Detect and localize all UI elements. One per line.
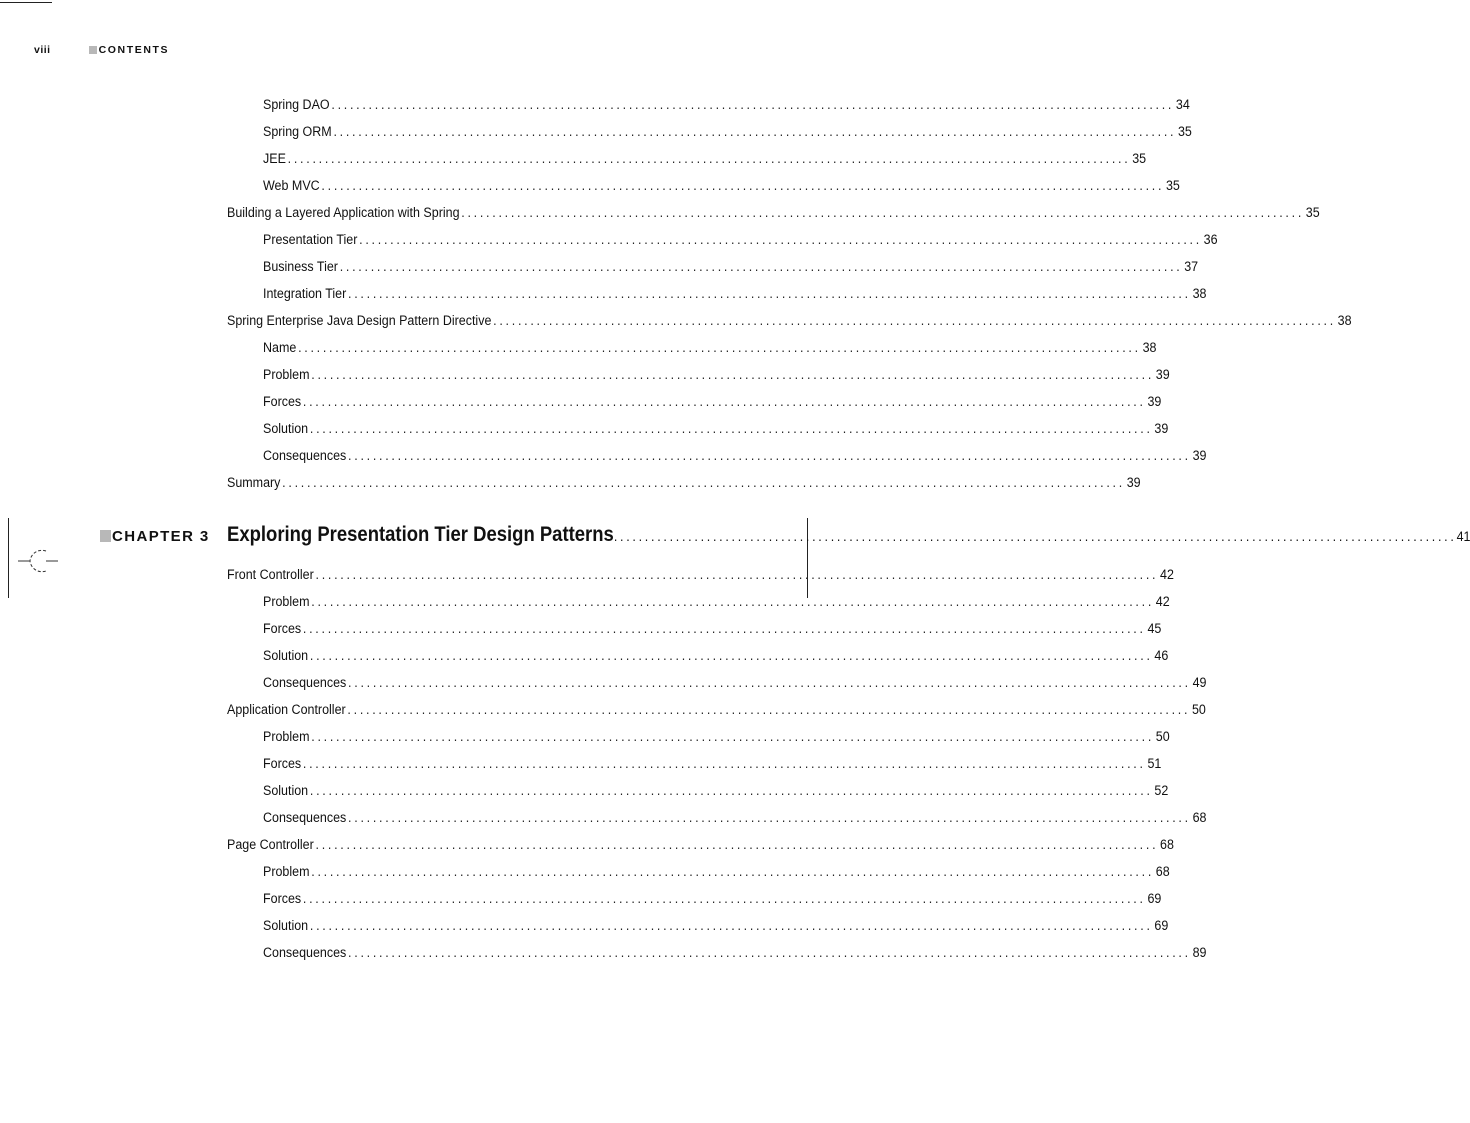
toc-entry-title: Front Controller: [227, 567, 314, 583]
toc-entry-page-number: 39: [1154, 421, 1169, 437]
dot-leader: ........................................................................................................................................: [493, 313, 1336, 329]
dot-leader: ........................................................................................................................................: [302, 891, 1146, 907]
toc-entry-title: Solution: [263, 783, 309, 799]
toc-entry-page-number: 45: [1147, 621, 1162, 637]
dot-leader: ........................................................................................................................................: [311, 594, 1155, 610]
registration-mark-icon: [8, 543, 60, 579]
dot-leader: ........................................................................................................................................: [282, 475, 1125, 491]
toc-entry-title: Problem: [263, 729, 310, 745]
dot-leader: ........................................................................................................................................: [311, 367, 1155, 383]
toc-entry-title: Forces: [263, 621, 302, 637]
toc-entry-page-number: 38: [1192, 286, 1207, 302]
toc-entry-page-number: 39: [1126, 475, 1141, 491]
toc-entry[interactable]: [263, 756, 1162, 772]
chapter-page-number: 41: [1456, 529, 1470, 545]
toc-entry-page-number: 69: [1147, 891, 1162, 907]
dot-leader: ........................................................................................................................................: [309, 783, 1153, 799]
chapter-title: Exploring Presentation Tier Design Patterns: [227, 523, 614, 546]
toc-entry-page-number: 35: [1305, 205, 1320, 221]
toc-entry-title: Problem: [263, 864, 310, 880]
toc-entry-title: JEE: [263, 151, 286, 167]
dot-leader: ........................................................................................................................................: [331, 97, 1175, 113]
dot-leader: ........................................................................................................................................: [339, 259, 1183, 275]
toc-entry-title: Forces: [263, 891, 302, 907]
header-section-title: CONTENTS: [98, 44, 170, 56]
chapter-marker-block: [100, 530, 111, 542]
dot-leader: ........................................................................................................................................: [315, 567, 1159, 583]
dot-leader: ........................................................................................................................................: [311, 864, 1155, 880]
dot-leader: ........................................................................................................................................: [298, 340, 1141, 356]
dot-leader: ........................................................................................................................................: [348, 448, 1191, 464]
toc-entry-page-number: 42: [1155, 594, 1170, 610]
toc-entry[interactable]: [227, 475, 1141, 491]
toc-entry[interactable]: [263, 783, 1169, 799]
toc-entry[interactable]: [263, 259, 1199, 275]
toc-entry-page-number: 46: [1154, 648, 1169, 664]
chapter-label-text: CHAPTER 3: [112, 528, 210, 545]
toc-entry[interactable]: [263, 891, 1162, 907]
toc-entry[interactable]: [263, 918, 1169, 934]
header-page-number: viii: [34, 44, 51, 56]
toc-entry-title: Consequences: [263, 945, 347, 961]
toc-entry[interactable]: [227, 702, 1206, 718]
toc-entry-page-number: 68: [1160, 837, 1174, 853]
toc-entry-title: Application Controller: [227, 702, 346, 718]
dot-leader: ........................................................................................................................................: [461, 205, 1305, 221]
toc-entry-title: Problem: [263, 594, 310, 610]
dot-leader: ........................................................................................................................................: [348, 286, 1191, 302]
toc-entry-title: Consequences: [263, 448, 347, 464]
dot-leader: ........................................................................................................................................: [309, 918, 1153, 934]
dot-leader: ........................................................................................................................................: [348, 945, 1191, 961]
toc-entry[interactable]: [263, 286, 1207, 302]
toc-entry-page-number: 38: [1337, 313, 1352, 329]
toc-entry-title: Spring DAO: [263, 97, 330, 113]
toc-entry-page-number: 34: [1175, 97, 1190, 113]
toc-entry[interactable]: [263, 394, 1162, 410]
toc-entry-title: Summary: [227, 475, 281, 491]
toc-entry-title: Building a Layered Application with Spring: [227, 205, 460, 221]
toc-entry-page-number: 35: [1132, 151, 1147, 167]
toc-entry-title: Spring Enterprise Java Design Pattern Directive: [227, 313, 492, 329]
dot-leader: ........................................................................................................................................: [347, 702, 1191, 718]
toc-entry[interactable]: [227, 313, 1352, 329]
dot-leader: ........................................................................................................................................: [315, 837, 1159, 853]
toc-entry[interactable]: [263, 421, 1169, 437]
toc-entry-page-number: 89: [1192, 945, 1207, 961]
toc-entry-page-number: 38: [1142, 340, 1157, 356]
toc-entry-title: Problem: [263, 367, 310, 383]
toc-entry[interactable]: [263, 945, 1207, 961]
toc-entry-title: Page Controller: [227, 837, 314, 853]
toc-entry-page-number: 50: [1191, 702, 1206, 718]
toc-entry[interactable]: [263, 621, 1162, 637]
toc-entry-title: Presentation Tier: [263, 232, 358, 248]
dot-leader: ........................................................................................................................................: [333, 124, 1177, 140]
chapter-label: [100, 528, 210, 545]
toc-entry-page-number: 36: [1203, 232, 1218, 248]
toc-entry[interactable]: [227, 837, 1174, 853]
toc-entry-title: Forces: [263, 756, 302, 772]
dot-leader: ........................................................................................................................................: [348, 810, 1191, 826]
toc-entry-page-number: 68: [1155, 864, 1170, 880]
toc-entry-page-number: 39: [1147, 394, 1162, 410]
toc-entry-title: Solution: [263, 421, 309, 437]
dot-leader: ........................................................................................................................................: [321, 178, 1165, 194]
toc-entry[interactable]: [263, 448, 1207, 464]
toc-entry-page-number: 52: [1154, 783, 1169, 799]
dot-leader: ........................................................................................................................................: [309, 648, 1153, 664]
dot-leader: ........................................................................................................................................: [302, 756, 1146, 772]
toc-entry[interactable]: [263, 648, 1169, 664]
toc-entry-page-number: 39: [1155, 367, 1170, 383]
toc-entry[interactable]: [263, 367, 1170, 383]
dot-leader: ........................................................................................................................................: [309, 421, 1153, 437]
toc-entry[interactable]: [263, 178, 1180, 194]
crop-mark-top-left: [0, 2, 52, 3]
toc-entry[interactable]: [263, 594, 1170, 610]
toc-entry-title: Integration Tier: [263, 286, 347, 302]
dot-leader: ........................................................................................................................................: [302, 394, 1146, 410]
toc-entry-page-number: 35: [1177, 124, 1192, 140]
dot-leader: ........................................................................................................................................: [287, 151, 1131, 167]
toc-entry[interactable]: [263, 151, 1147, 167]
toc-entry-page-number: 69: [1154, 918, 1169, 934]
toc-entry-title: Web MVC: [263, 178, 320, 194]
toc-entry[interactable]: [263, 97, 1190, 113]
toc-entry[interactable]: [263, 340, 1157, 356]
toc-entry-title: Solution: [263, 918, 309, 934]
toc-entry[interactable]: [227, 567, 1174, 583]
toc-entry-page-number: 37: [1184, 259, 1199, 275]
toc-entry-title: Solution: [263, 648, 309, 664]
toc-entry-title: Spring ORM: [263, 124, 332, 140]
toc-entry-page-number: 50: [1155, 729, 1170, 745]
toc-entry-title: Consequences: [263, 675, 347, 691]
toc-entry[interactable]: [227, 205, 1320, 221]
toc-entry[interactable]: [263, 232, 1218, 248]
toc-entry[interactable]: [263, 675, 1207, 691]
dot-leader: ........................................................................................................................................: [613, 529, 1457, 545]
toc-entry-page-number: 39: [1192, 448, 1207, 464]
toc-entry-page-number: 68: [1192, 810, 1207, 826]
toc-entry-page-number: 51: [1147, 756, 1162, 772]
toc-entry[interactable]: [263, 864, 1170, 880]
toc-entry-title: Business Tier: [263, 259, 338, 275]
toc-entry[interactable]: [263, 124, 1192, 140]
toc-entry-title: Consequences: [263, 810, 347, 826]
toc-entry-page-number: 49: [1192, 675, 1207, 691]
toc-entry-title: Forces: [263, 394, 302, 410]
dot-leader: ........................................................................................................................................: [302, 621, 1146, 637]
header-separator-block: [89, 46, 97, 54]
toc-entry[interactable]: [263, 729, 1170, 745]
toc-entry-title: Name: [263, 340, 297, 356]
dot-leader: ........................................................................................................................................: [359, 232, 1202, 248]
toc-entry-page-number: 35: [1165, 178, 1180, 194]
running-header: [34, 44, 169, 56]
dot-leader: ........................................................................................................................................: [348, 675, 1191, 691]
dot-leader: ........................................................................................................................................: [311, 729, 1155, 745]
toc-entry-page-number: 42: [1160, 567, 1174, 583]
chapter-title-entry[interactable]: [227, 523, 1470, 547]
toc-entry[interactable]: [263, 810, 1207, 826]
